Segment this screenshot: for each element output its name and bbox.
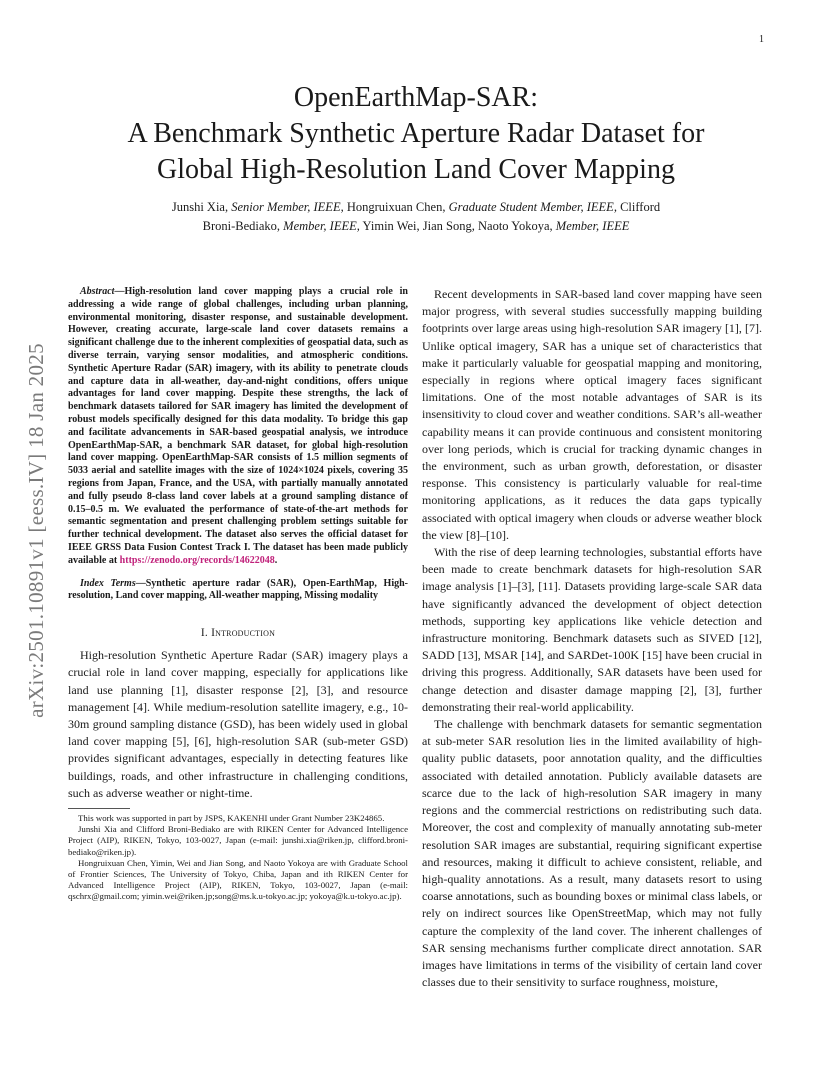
footnote-funding: This work was supported in part by JSPS, KAKENHI under Grant Number 23K24865. (78, 812, 385, 823)
membership-grade: Graduate Student Member, IEEE, (448, 200, 617, 214)
footnote-divider (68, 808, 130, 809)
intro-paragraph-4: The challenge with benchmark datasets for semantic segmentation at sub-meter SAR resolution lies in the limited availability of high-quality public datasets, poor annotation quality, and the difficulties associated with detailed annotation. Publicly available datasets are scarce due to the lack of high-resolution SAR imagery in many regions and the commercial restrictions on redistributing such data. Moreover, the cost and complexity of manually annotating sub-meter resolution SAR images are substantial, requiring significant expertise and resources, making it difficult to achieve consistent, reliable, and high-quality annotations. As a result, many datasets resort to using coarse annotations, such as bounding boxes or minimal class labels, or rely on indirect sources like OpenStreetMap, which may not fully capture the complexity of the land cover. The inherent challenges of SAR sensing mechanisms further complicate direct annotation. SAR images have limitations in terms of the visibility of certain land cover classes due to their sensitivity to surface roughness, moisture, (422, 717, 762, 990)
title-line-3: Global High-Resolution Land Cover Mapping (157, 154, 675, 185)
intro-paragraph-2: Recent developments in SAR-based land cover mapping have seen major progress, with several studies successfully mapping building footprints over large areas using high-resolution SAR imagery [1], [7]. Unlike optical imagery, SAR has a unique set of characteristics that make it particularly valuable for geospatial mapping and monitoring, especially in regions where optical imagery faces significant limitations. One of the most notable advantages of SAR is its insensitivity to cloud cover and weather conditions. SAR’s all-weather capability means it can provide continuous and consistent monitoring over long periods, which is crucial for tracking dynamic changes in the environment, such as urban growth, deforestation, or disaster response. This consistency is particularly valuable for real-time monitoring applications, as it reduces the data gaps typically associated with optical imagery when clouds or adverse weather block the view [8]–[10]. (422, 287, 762, 542)
abstract-text: —High-resolution land cover mapping plays a crucial role in addressing a wide range of global challenges, including urban planning, environmental monitoring, disaster response, and sustainable development. However, creating accurate, large-scale land cover datasets remains a significant challenge due to the inherent complexities of geospatial data, such as diverse terrain, varying sensor modalities, and atmospheric conditions. Synthetic Aperture Radar (SAR) imagery, with its ability to penetrate clouds and capture data in all-weather, day-and-night conditions, offers unique advantages for land cover mapping. Despite these strengths, the lack of benchmark datasets tailored for SAR imagery has limited the development of robust models specifically designed for this data modality. To bridge this gap and facilitate advancements in SAR-based geospatial analysis, we introduce OpenEarthMap-SAR, a benchmark SAR dataset, for global high-resolution land cover mapping. OpenEarthMap-SAR consists of 1.5 million segments of 5033 aerial and satellite images with the size of 1024×1024 pixels, covering 35 regions from Japan, France, and the USA, with partially manually annotated and fully pseudo 8-class land cover labels at a ground sampling distance of 0.15–0.5 m. We evaluated the performance of state-of-the-art methods for semantic segmentation and present challenging problem settings suitable for further technical development. The dataset also serves the official dataset for IEEE GRSS Data Fusion Contest Track I. The dataset has been made publicly available at (68, 286, 408, 566)
page-number: 1 (759, 34, 764, 45)
membership-grade: Member, IEEE (555, 219, 630, 233)
footnote-affiliation-2: Hongruixuan Chen, Yimin, Wei and Jian Song, and Naoto Yokoya are with Graduate School of Frontier Sciences, The University of Tokyo, Chiba, Japan and ith RIKEN Center for Advanced Intelligence Project (AIP), RIKEN, Tokyo, 103-0027, Japan (e-mail: qschrx@gmail.com; yimin.wei@riken.jp;song@ms.k.u-tokyo.ac.jp; yokoya@k.u-tokyo.ac.jp). (68, 857, 408, 902)
arxiv-identifier: arXiv:2501.10891v1 [eess.IV] 18 Jan 2025 (23, 342, 48, 718)
section-title: Introduction (211, 627, 276, 640)
dataset-link[interactable]: https://zenodo.org/records/14622048 (119, 554, 275, 566)
membership-grade: Member, IEEE, (283, 219, 360, 233)
abstract-end: . (274, 554, 278, 566)
title-line-1: OpenEarthMap-SAR: (293, 82, 539, 113)
intro-paragraph-1: High-resolution Synthetic Aperture Radar (SAR) imagery plays a crucial role in land cover mapping, especially for applications like land use planning [1], disaster response [2], [3], and resource management [4]. While medium-resolution satellite imagery, e.g., 10-30m ground sampling distance (GSD), has been widely used in global land cover mapping [5], [6], high-resolution SAR (sub-meter GSD) provides significant advantages, especially in detecting features like buildings, roads, and other infrastructure in challenging conditions, such as adverse weather or night-time. (68, 648, 408, 800)
title-line-2: A Benchmark Synthetic Aperture Radar Dataset for (127, 118, 705, 149)
section-number: I. (200, 627, 208, 640)
paper-title (60, 80, 772, 188)
membership-grade: Senior Member, IEEE, (231, 200, 344, 214)
section-heading-introduction (68, 627, 408, 639)
index-terms (68, 578, 408, 604)
right-column (422, 286, 762, 991)
left-column (68, 286, 408, 903)
footnote-affiliation-1: Junshi Xia and Clifford Broni-Bediako are with RIKEN Center for Advanced Intelligence Project (AIP), RIKEN, Tokyo, 103-0027, Japan (e-mail: junshi.xia@riken.jp, clifford.broni-bediako@riken.jp). (68, 824, 408, 857)
authors-line-1: Junshi Xia, Senior Member, IEEE, Hongruixuan Chen, Graduate Student Member, IEEE, Clifford (171, 200, 661, 214)
abstract-label: Abstract (80, 286, 115, 297)
index-terms-text: —Synthetic aperture radar (SAR), Open-EarthMap, High-resolution, Land cover mapping, All-weather mapping, Missing modality (68, 577, 408, 602)
author-list (90, 198, 742, 236)
authors-line-2: Broni-Bediako, Member, IEEE, Yimin Wei, Jian Song, Naoto Yokoya, Member, IEEE (202, 219, 630, 233)
index-terms-label: Index Terms (80, 577, 136, 589)
intro-paragraph-3: With the rise of deep learning technologies, substantial efforts have been made to create benchmark datasets for high-resolution SAR image analysis [1]–[3], [11]. Datasets providing large-scale SAR data have significantly advanced the development of object detection methods, supporting key applications like vehicle detection and infrastructure monitoring. Benchmark datasets such as SIVED [12], SADD [13], MSAR [14], and SARDet-100K [15] have been crucial in driving this progress. Additionally, SAR datasets have been used for change detection and disaster damage mapping [2], [3], further demonstrating their real-world applicability. (422, 545, 762, 714)
abstract (68, 286, 408, 568)
arxiv-stamp (22, 290, 50, 770)
